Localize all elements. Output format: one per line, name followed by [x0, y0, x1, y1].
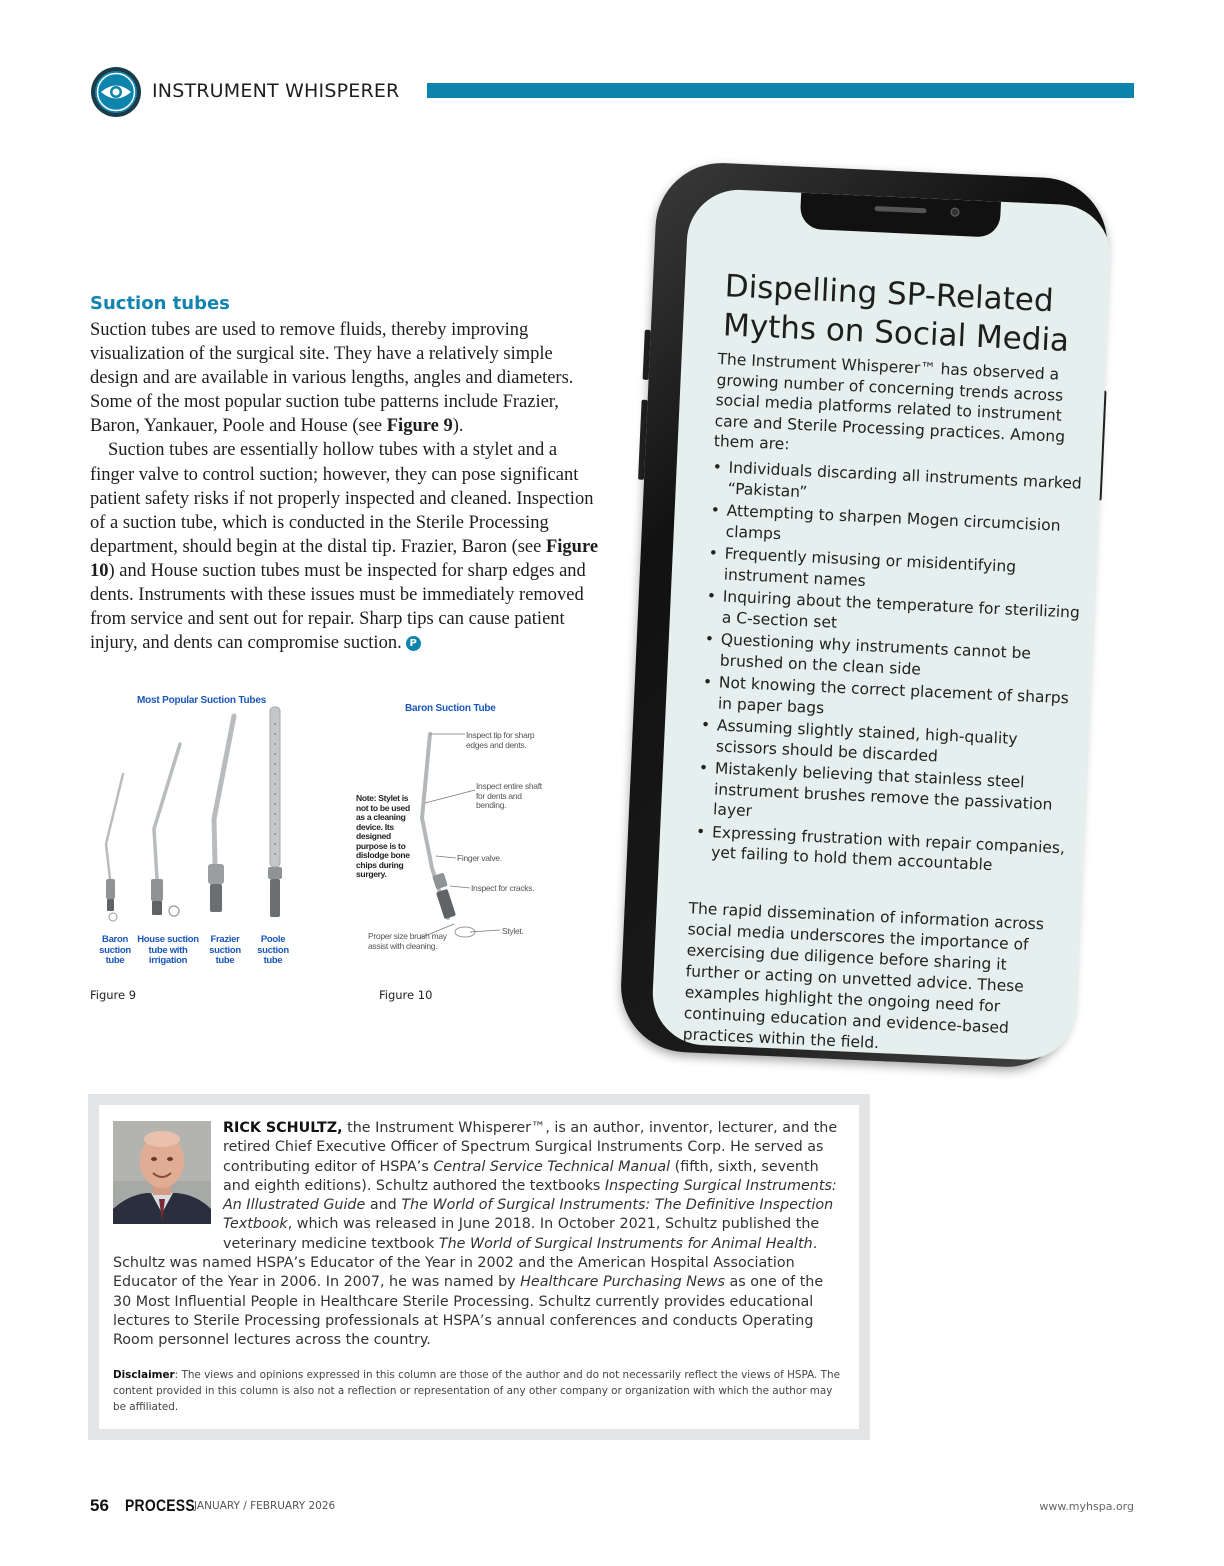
list-item: • Attempting to sharpen Mogen circumcision clamps: [709, 500, 1085, 558]
issue-date: JANUARY / FEBRUARY 2026: [194, 1500, 336, 1512]
end-mark-icon: P: [406, 636, 421, 651]
eye-icon: [90, 66, 142, 118]
article-body: [90, 318, 600, 655]
website-url: www.myhspa.org: [1039, 1500, 1134, 1513]
header-accent-bar: [427, 83, 1134, 98]
page-footer: [90, 1496, 1134, 1518]
figure-title: Most Popular Suction Tubes: [137, 695, 267, 706]
page-header: [90, 66, 1134, 118]
phone-notch: [800, 193, 1001, 238]
callout-valve: Finger valve.: [457, 853, 502, 863]
list-item: • Not knowing the correct placement of sharps in paper bags: [702, 672, 1078, 730]
list-item: • Expressing frustration with repair companies, yet failing to hold them accountable: [695, 821, 1071, 879]
myths-list: [695, 457, 1088, 881]
tube-label: Baron suction tube: [99, 934, 131, 966]
disclaimer-label: Disclaimer: [113, 1369, 175, 1381]
author-name: RICK SCHULTZ,: [223, 1120, 343, 1136]
author-bio-panel: [99, 1105, 859, 1429]
callout-cracks: Inspect for cracks.: [471, 883, 535, 893]
author-bio-text: RICK SCHULTZ, the Instrument Whisperer™, is an author, inventor, lecturer, and the retired Chief Executive Officer of Spectrum Surgical Instruments Corp. He served as contributing editor of HSPA’s Central Service Technical Manual (fifth, sixth, seventh and eighth editions). Schultz authored the textbooks Inspecting Surgical Instruments: An Illustrated Guide and The World of Surgical Instruments: The Definitive Inspection Textbook, which was released in June 2018. In October 2021, Schultz published the veterinary medicine textbook The World of Surgical Instruments for Animal Health. Schultz was named HSPA’s Educator of the Year in 2002 and the American Hospital Association Educator of the Year in 2006. In 2007, he was named by Healthcare Purchasing News as one of the 30 Most Influential People in Healthcare Sterile Processing. Schultz currently provides educational lectures to Sterile Processing professionals at HSPA’s annual conferences and conducts Operating Room personnel lectures across the country.: [113, 1120, 838, 1349]
list-item: • Individuals discarding all instruments marked “Pakistan”: [711, 457, 1087, 515]
phone-frame: [618, 160, 1110, 1070]
magazine-name: PROCESS: [125, 1496, 195, 1515]
list-item: • Frequently misusing or misidentifying instrument names: [707, 543, 1083, 601]
list-item: • Inquiring about the temperature for sterilizing a C-section set: [705, 586, 1081, 644]
disclaimer: Disclaimer: The views and opinions expressed in this column are those of the author and do not necessarily reflect the views of HSPA. The content provided in this column is also not a reflection or representation of any other company or organization with which the author may be affiliated.: [113, 1369, 840, 1413]
figure-caption: Figure 10: [379, 988, 433, 1002]
tube-label: Frazier suction tube: [209, 934, 241, 966]
author-bio-box: [88, 1094, 870, 1440]
callout-tip: Inspect tip for sharp edges and dents.: [466, 730, 535, 750]
page-number: 56: [90, 1496, 109, 1515]
figure-title: Baron Suction Tube: [405, 703, 496, 714]
figure-reference: Figure 10: [90, 536, 599, 581]
suction-tubes-illustration: [90, 704, 300, 934]
camera-icon: [950, 207, 959, 216]
list-item: • Mistakenly believing that stainless steel instrument brushes remove the passivation layer: [697, 758, 1074, 836]
sidebar-conclusion: The rapid dissemination of information across social media underscores the importance of exercising due diligence before sharing it further or acting on unvetted advice. These examples highlight the ongoing need for continuing education and evidence-based practices within the field.: [682, 899, 1045, 1053]
tube-label: House suction tube with irrigation: [137, 934, 199, 966]
speaker-icon: [874, 206, 926, 213]
callout-stylet: Stylet.: [502, 926, 524, 936]
callout-shaft: Inspect entire shaft for dents and bending.: [476, 781, 542, 810]
paragraph: Suction tubes are essentially hollow tubes with a stylet and a finger valve to control suction; however, they can pose significant patient safety risks if not properly inspected and cleaned. Inspection of a suction tube, which is conducted in the Sterile Processing department, should begin at the distal tip. Frazier, Baron (see Figure 10) and House suction tubes must be inspected for sharp edges and dents. Instruments with these issues must be immediately removed from service and sent out for repair. Sharp tips can cause patient injury, and dents can compromise suction. P: [90, 440, 599, 654]
list-item: • Questioning why instruments cannot be brushed on the clean side: [703, 629, 1079, 687]
list-item: • Assuming slightly stained, high-quality scissors should be discarded: [700, 715, 1076, 773]
figure-10: [350, 698, 550, 958]
figure-9: [90, 690, 300, 970]
paragraph: Suction tubes are used to remove fluids, thereby improving visualization of the surgical site. They have a relatively simple design and are available in various lengths, angles and diameters. Some of the most popular suction tube patterns include Frazier, Baron, Yankauer, Poole and House (see Figure 9).: [90, 320, 574, 437]
tube-label: Poole suction tube: [257, 934, 289, 966]
section-heading: Suction tubes: [90, 293, 230, 314]
callout-brush: Proper size brush may assist with cleaning.: [368, 931, 447, 951]
figure-caption: Figure 9: [90, 988, 137, 1002]
phone-graphic: [620, 160, 1110, 1075]
phone-screen: [650, 188, 1112, 1062]
stylet-note: Note: Stylet is not to be used as a cleaning device. Its designed purpose is to dislodge bone chips during surgery.: [356, 793, 410, 879]
sidebar-title: Dispelling SP-Related Myths on Social Media: [722, 268, 1070, 359]
figure-reference: Figure 9: [386, 416, 453, 437]
sidebar-intro: The Instrument Whisperer™ has observed a growing number of concerning trends across social media platforms related to instrument care and Sterile Processing practices. Among them are:: [713, 350, 1066, 454]
section-title: INSTRUMENT WHISPERER: [152, 80, 400, 102]
